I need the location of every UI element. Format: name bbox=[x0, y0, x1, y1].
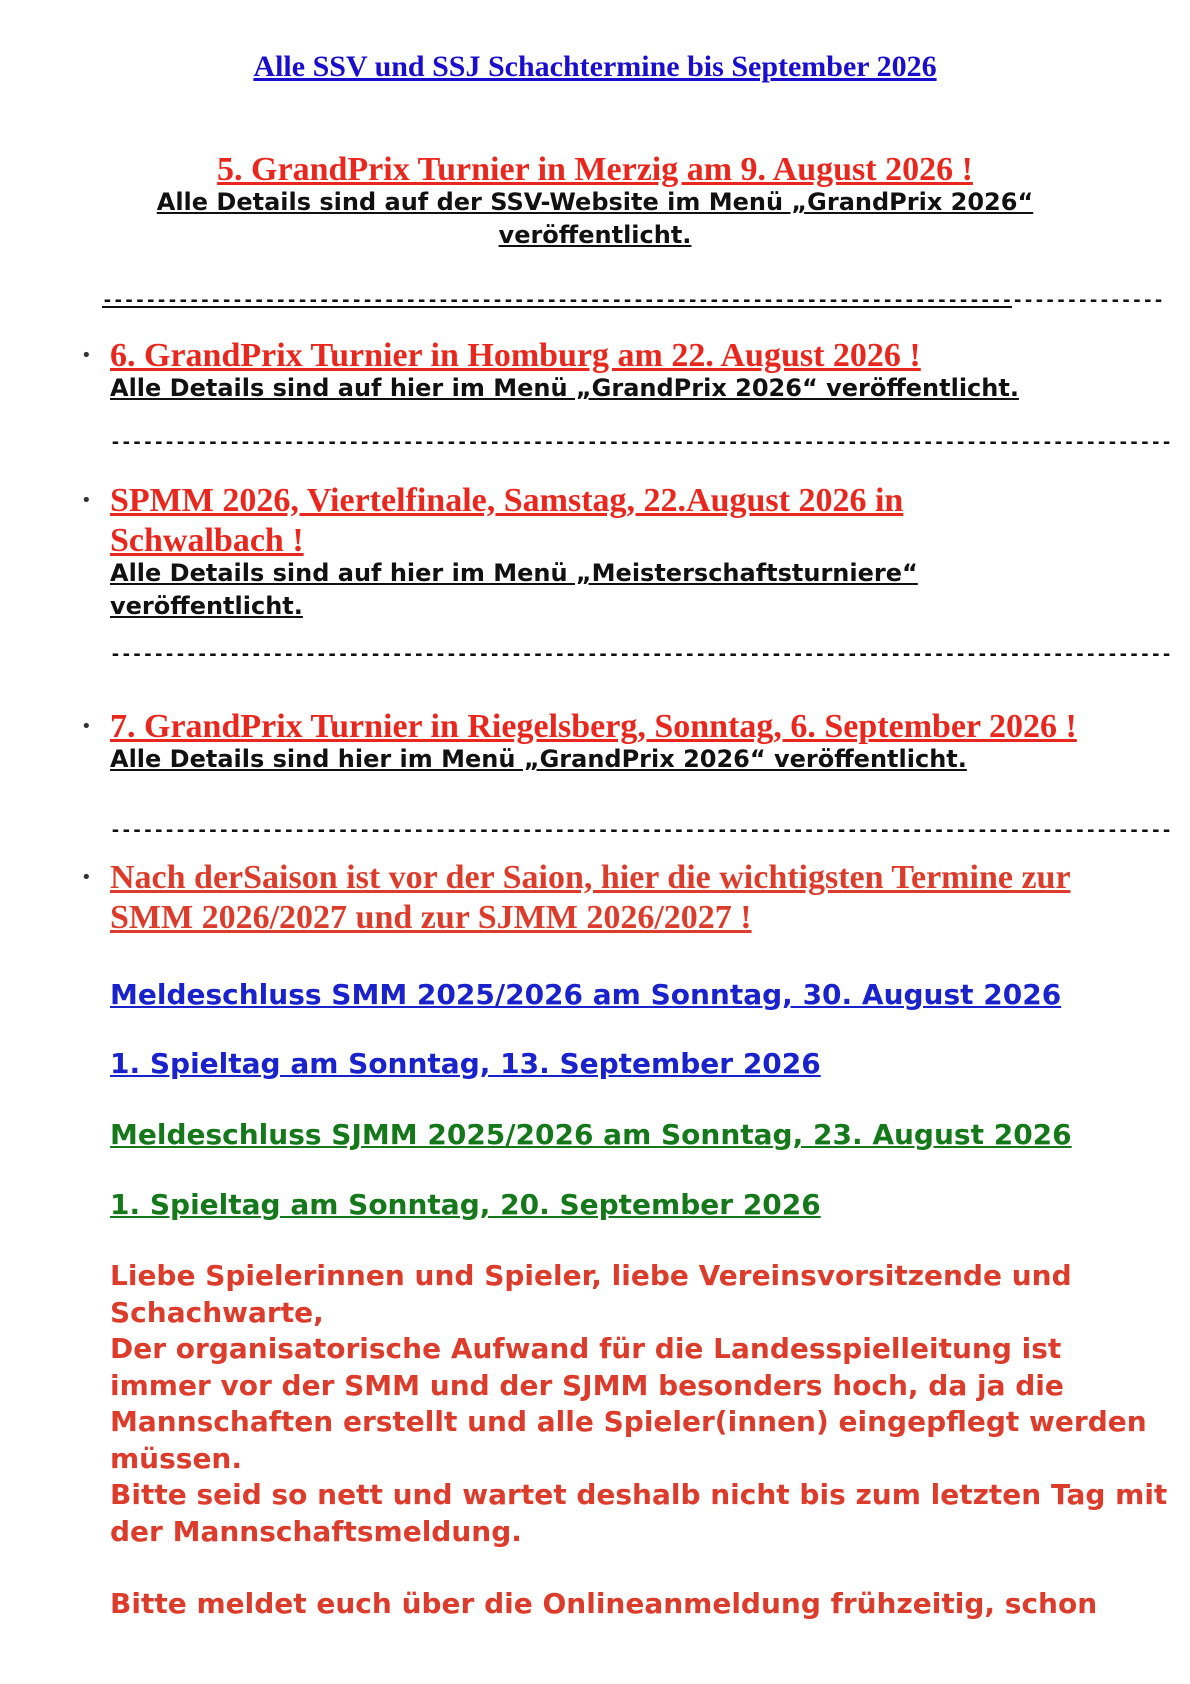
intro-section bbox=[100, 150, 1090, 252]
intro-heading[interactable]: 5. GrandPrix Turnier in Merzig am 9. August 2026 ! bbox=[217, 151, 973, 188]
bullet-icon: • bbox=[81, 716, 92, 737]
list-item-season bbox=[81, 858, 1120, 938]
separator-2: -------------------------------------------------------------------------------------------------- bbox=[110, 432, 1173, 453]
separator-1: -------------------------------------------------------------------------------------------------- bbox=[102, 290, 1165, 311]
intro-details: Alle Details sind auf der SSV-Website im Menü „GrandPrix 2026“ veröffentlicht. bbox=[156, 188, 1034, 249]
item-heading[interactable]: 7. GrandPrix Turnier in Riegelsberg, Sonntag, 6. September 2026 ! bbox=[110, 708, 1077, 745]
item-details: Alle Details sind auf hier im Menü „Meisterschaftsturniere“ veröffentlicht. bbox=[110, 559, 918, 620]
sjmm-deadline-link[interactable]: Meldeschluss SJMM 2025/2026 am Sonntag, 23. August 2026 bbox=[110, 1118, 1072, 1151]
list-item-homburg bbox=[81, 336, 1150, 405]
notice-paragraph-2: Bitte seid so nett und wartet deshalb nicht bis zum letzten Tag mit der Mannschaftsmeldung. bbox=[110, 1478, 1168, 1548]
bullet-icon: • bbox=[81, 867, 92, 888]
notice-text bbox=[110, 1258, 1170, 1623]
item-heading[interactable]: Nach derSaison ist vor der Saion, hier die wichtigsten Termine zur SMM 2026/2027 und zur SJMM 2026/2027 ! bbox=[110, 859, 1071, 936]
sjmm-round1-link[interactable]: 1. Spieltag am Sonntag, 20. September 2026 bbox=[110, 1188, 821, 1221]
bullet-icon: • bbox=[81, 490, 92, 511]
list-item-spmm bbox=[81, 481, 960, 623]
item-heading[interactable]: 6. GrandPrix Turnier in Homburg am 22. August 2026 ! bbox=[110, 337, 921, 374]
notice-paragraph-3: Bitte meldet euch über die Onlineanmeldung frühzeitig, schon bbox=[110, 1587, 1098, 1620]
list-item-riegelsberg bbox=[81, 707, 1150, 776]
smm-round1-link[interactable]: 1. Spieltag am Sonntag, 13. September 2026 bbox=[110, 1047, 821, 1080]
notice-paragraph-1: Der organisatorische Aufwand für die Landesspielleitung ist immer vor der SMM und der SJMM besonders hoch, da ja die Mannschaften erstellt und alle Spieler(innen) eingepflegt werden müssen. bbox=[110, 1332, 1147, 1475]
separator-3: -------------------------------------------------------------------------------------------------- bbox=[110, 644, 1173, 665]
notice-greeting: Liebe Spielerinnen und Spieler, liebe Vereinsvorsitzende und Schachwarte, bbox=[110, 1259, 1072, 1329]
page-title-link[interactable]: Alle SSV und SSJ Schachtermine bis September 2026 bbox=[253, 50, 937, 83]
separator-4: -------------------------------------------------------------------------------------------------- bbox=[110, 820, 1173, 841]
smm-deadline-link[interactable]: Meldeschluss SMM 2025/2026 am Sonntag, 30. August 2026 bbox=[110, 978, 1062, 1011]
item-details: Alle Details sind hier im Menü „GrandPrix 2026“ veröffentlicht. bbox=[110, 745, 967, 773]
bullet-icon: • bbox=[81, 345, 92, 366]
item-details: Alle Details sind auf hier im Menü „GrandPrix 2026“ veröffentlicht. bbox=[110, 374, 1019, 402]
item-heading[interactable]: SPMM 2026, Viertelfinale, Samstag, 22.August 2026 in Schwalbach ! bbox=[110, 482, 904, 559]
